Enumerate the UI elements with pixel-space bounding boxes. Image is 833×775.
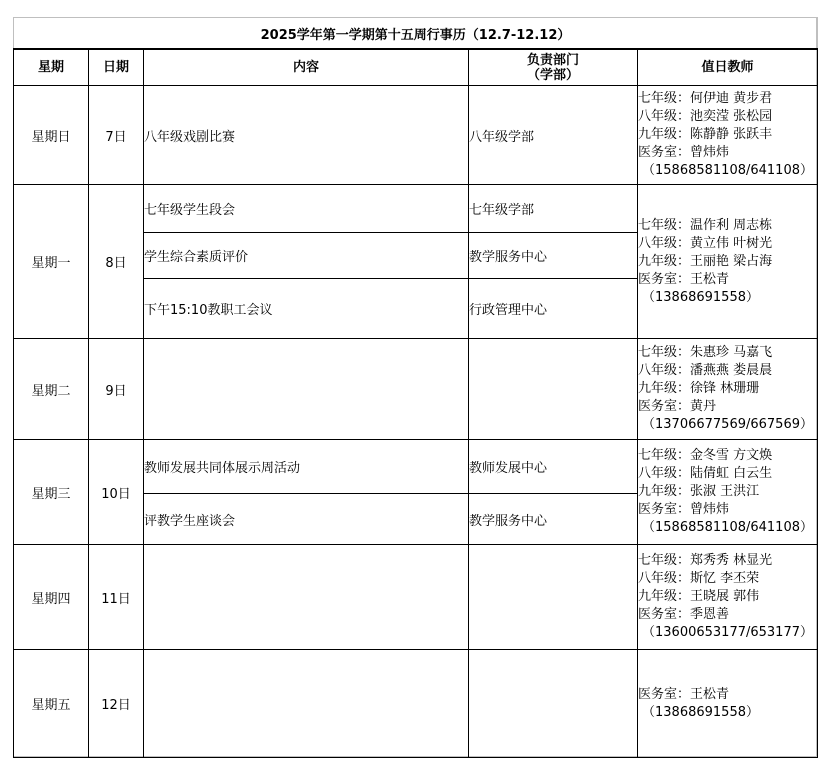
table-row: [14, 86, 818, 185]
duty-teachers-cell: [638, 185, 818, 339]
event-content: [144, 650, 469, 758]
duty-teachers-cell: [638, 650, 818, 758]
duty-line: 七年级：朱惠珍 马嘉飞: [638, 345, 773, 360]
event-content: [144, 545, 469, 650]
event-dept: [469, 650, 638, 758]
date-cell: 10日: [89, 440, 144, 545]
day-cell: 星期五: [14, 650, 89, 758]
table-row: [14, 650, 818, 758]
event-dept: [469, 545, 638, 650]
header-row: [14, 49, 818, 86]
date-cell: 9日: [89, 339, 144, 440]
duty-line: 医务室：曾炜炜: [638, 502, 730, 517]
duty-line: 医务室：王松青: [638, 271, 730, 287]
date-cell: 8日: [89, 185, 144, 339]
duty-line: 八年级：黄立伟 叶树光: [638, 235, 773, 251]
header-dept-line1: 负责部门: [526, 52, 579, 68]
date-cell: 7日: [89, 86, 144, 185]
table-row: [14, 440, 818, 494]
event-content: 下午15:10教职工会议: [144, 279, 469, 339]
day-cell: 星期日: [14, 86, 89, 185]
event-dept: 七年级学部: [469, 185, 638, 233]
header-date: 日期: [89, 49, 144, 86]
event-content: 八年级戏剧比赛: [144, 86, 469, 185]
event-dept: 八年级学部: [469, 86, 638, 185]
table-row: [14, 545, 818, 650]
duty-phone: （13706677569/667569）: [642, 417, 813, 432]
duty-line: 七年级：郑秀秀 林显光: [638, 553, 773, 568]
duty-phone: （15868581108/641108）: [642, 520, 813, 535]
event-dept: 教学服务中心: [469, 494, 638, 545]
day-cell: 星期二: [14, 339, 89, 440]
duty-line: 八年级：陆倩虹 白云生: [638, 466, 773, 481]
day-cell: 星期一: [14, 185, 89, 339]
duty-line: 医务室：黄丹: [638, 399, 717, 414]
duty-phone: （13600653177/653177）: [642, 625, 813, 640]
header-dept-line2: （学部）: [526, 67, 579, 83]
title-row: [14, 18, 818, 50]
duty-line: 医务室：季恩善: [638, 607, 730, 622]
date-cell: 11日: [89, 545, 144, 650]
duty-line: 八年级：斯忆 李丕荣: [638, 571, 760, 586]
event-content: 七年级学生段会: [144, 185, 469, 233]
day-cell: 星期三: [14, 440, 89, 545]
duty-line: 医务室：王松青: [638, 686, 730, 702]
table-row: [14, 185, 818, 233]
event-dept: [469, 339, 638, 440]
duty-phone: （13868691558）: [642, 704, 759, 720]
duty-phone: （13868691558）: [642, 289, 759, 305]
duty-line: 七年级：何伊迪 黄步君: [638, 91, 773, 106]
day-cell: 星期四: [14, 545, 89, 650]
duty-line: 九年级：陈静静 张跃丰: [638, 127, 773, 142]
duty-line: 七年级：金冬雪 方文焕: [638, 448, 773, 463]
schedule-body: [14, 86, 818, 758]
event-content: [144, 339, 469, 440]
duty-line: 九年级：张淑 王洪江: [638, 484, 760, 499]
duty-line: 八年级：潘燕燕 娄晨晨: [638, 363, 773, 378]
date-cell: 12日: [89, 650, 144, 758]
weekly-schedule-table: [13, 17, 818, 758]
duty-line: 九年级：徐锋 林珊珊: [638, 381, 760, 396]
duty-line: 九年级：王丽艳 梁占海: [638, 253, 773, 269]
duty-phone: （15868581108/641108）: [642, 163, 813, 178]
duty-line: 九年级：王晓展 郭伟: [638, 589, 760, 604]
header-day: 星期: [14, 49, 89, 86]
duty-line: 八年级：池奕滢 张松园: [638, 109, 773, 124]
duty-line: 医务室：曾炜炜: [638, 145, 730, 160]
header-dept: [469, 49, 638, 86]
duty-teachers-cell: [638, 545, 818, 650]
duty-teachers-cell: [638, 339, 818, 440]
event-content: 学生综合素质评价: [144, 233, 469, 279]
event-dept: 教学服务中心: [469, 233, 638, 279]
schedule-title: 2025学年第一学期第十五周行事历（12.7-12.12）: [14, 18, 818, 50]
duty-teachers-cell: [638, 86, 818, 185]
event-dept: 行政管理中心: [469, 279, 638, 339]
duty-teachers-cell: [638, 440, 818, 545]
duty-line: 七年级：温作利 周志栋: [638, 217, 773, 233]
header-content: 内容: [144, 49, 469, 86]
event-dept: 教师发展中心: [469, 440, 638, 494]
table-row: [14, 339, 818, 440]
header-duty: 值日教师: [638, 49, 818, 86]
event-content: 教师发展共同体展示周活动: [144, 440, 469, 494]
event-content: 评教学生座谈会: [144, 494, 469, 545]
